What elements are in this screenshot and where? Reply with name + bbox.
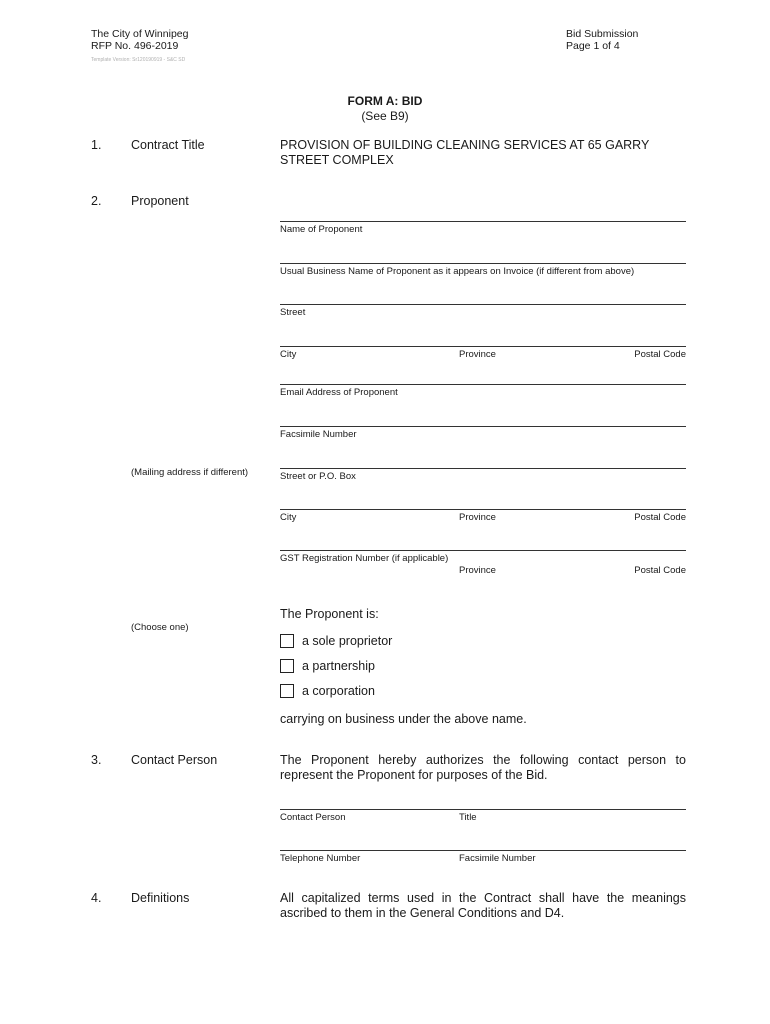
gst-label: GST Registration Number (if applicable) bbox=[280, 553, 449, 564]
section-1-heading: Contract Title bbox=[131, 138, 205, 152]
section-1-number: 1. bbox=[91, 138, 102, 152]
gst-postal-label: Postal Code bbox=[634, 565, 686, 576]
email-line[interactable] bbox=[280, 384, 686, 385]
document-type: Bid Submission bbox=[566, 28, 639, 40]
proponent-type-prompt: The Proponent is: bbox=[280, 607, 379, 621]
contact-fax-label: Facsimile Number bbox=[459, 853, 536, 864]
mailing-address-note: (Mailing address if different) bbox=[131, 467, 249, 478]
fax-line[interactable] bbox=[280, 426, 686, 427]
rfp-number: RFP No. 496-2019 bbox=[91, 40, 179, 52]
contact-person-label: Contact Person bbox=[280, 812, 346, 823]
form-title: FORM A: BID bbox=[347, 94, 423, 108]
page-number: Page 1 of 4 bbox=[566, 40, 620, 52]
corporation-checkbox[interactable] bbox=[280, 684, 294, 698]
proponent-name-line[interactable] bbox=[280, 221, 686, 222]
gst-line[interactable] bbox=[280, 550, 686, 551]
choose-one-note: (Choose one) bbox=[131, 622, 189, 633]
contact-phone-line[interactable] bbox=[280, 850, 686, 851]
contract-title-line-1: PROVISION OF BUILDING CLEANING SERVICES AT 65 GARRY bbox=[280, 138, 650, 152]
section-2-number: 2. bbox=[91, 194, 102, 208]
fax-label: Facsimile Number bbox=[280, 429, 357, 440]
carrying-on-business-text: carrying on business under the above name. bbox=[280, 712, 527, 726]
section-4-number: 4. bbox=[91, 891, 102, 905]
sole-proprietor-checkbox[interactable] bbox=[280, 634, 294, 648]
mailing-province-label: Province bbox=[459, 512, 496, 523]
telephone-label: Telephone Number bbox=[280, 853, 361, 864]
corporation-label: a corporation bbox=[302, 684, 375, 698]
email-label: Email Address of Proponent bbox=[280, 387, 398, 398]
section-3-heading: Contact Person bbox=[131, 753, 218, 767]
gst-province-label: Province bbox=[459, 565, 496, 576]
template-version: Template Version: Sr120190919 - S&C SD bbox=[91, 57, 186, 63]
city-province-postal-line[interactable] bbox=[280, 346, 686, 347]
contract-title-line-2: STREET COMPLEX bbox=[280, 153, 394, 167]
partnership-checkbox[interactable] bbox=[280, 659, 294, 673]
mailing-street-label: Street or P.O. Box bbox=[280, 471, 356, 482]
street-line[interactable] bbox=[280, 304, 686, 305]
partnership-label: a partnership bbox=[302, 659, 375, 673]
contact-authorization-line-2: represent the Proponent for purposes of the Bid. bbox=[280, 768, 548, 782]
definitions-line-1: All capitalized terms used in the Contract shall have the meanings bbox=[280, 891, 686, 905]
form-reference: (See B9) bbox=[361, 109, 409, 123]
mailing-city-line[interactable] bbox=[280, 509, 686, 510]
definitions-line-2: ascribed to them in the General Conditions and D4. bbox=[280, 906, 565, 920]
city-label: City bbox=[280, 349, 297, 360]
section-3-number: 3. bbox=[91, 753, 102, 767]
province-label: Province bbox=[459, 349, 496, 360]
proponent-name-label: Name of Proponent bbox=[280, 224, 363, 235]
contact-person-line[interactable] bbox=[280, 809, 686, 810]
usual-business-name-label: Usual Business Name of Proponent as it appears on Invoice (if different from above) bbox=[280, 266, 635, 277]
mailing-postal-label: Postal Code bbox=[634, 512, 686, 523]
contact-authorization-line-1: The Proponent hereby authorizes the following contact person to bbox=[280, 753, 686, 767]
mailing-city-label: City bbox=[280, 512, 297, 523]
section-2-heading: Proponent bbox=[131, 194, 189, 208]
organization-name: The City of Winnipeg bbox=[91, 28, 189, 40]
usual-business-name-line[interactable] bbox=[280, 263, 686, 264]
sole-proprietor-label: a sole proprietor bbox=[302, 634, 393, 648]
mailing-street-line[interactable] bbox=[280, 468, 686, 469]
postal-code-label: Postal Code bbox=[634, 349, 686, 360]
section-4-heading: Definitions bbox=[131, 891, 190, 905]
street-label: Street bbox=[280, 307, 306, 318]
contact-title-label: Title bbox=[459, 812, 477, 823]
